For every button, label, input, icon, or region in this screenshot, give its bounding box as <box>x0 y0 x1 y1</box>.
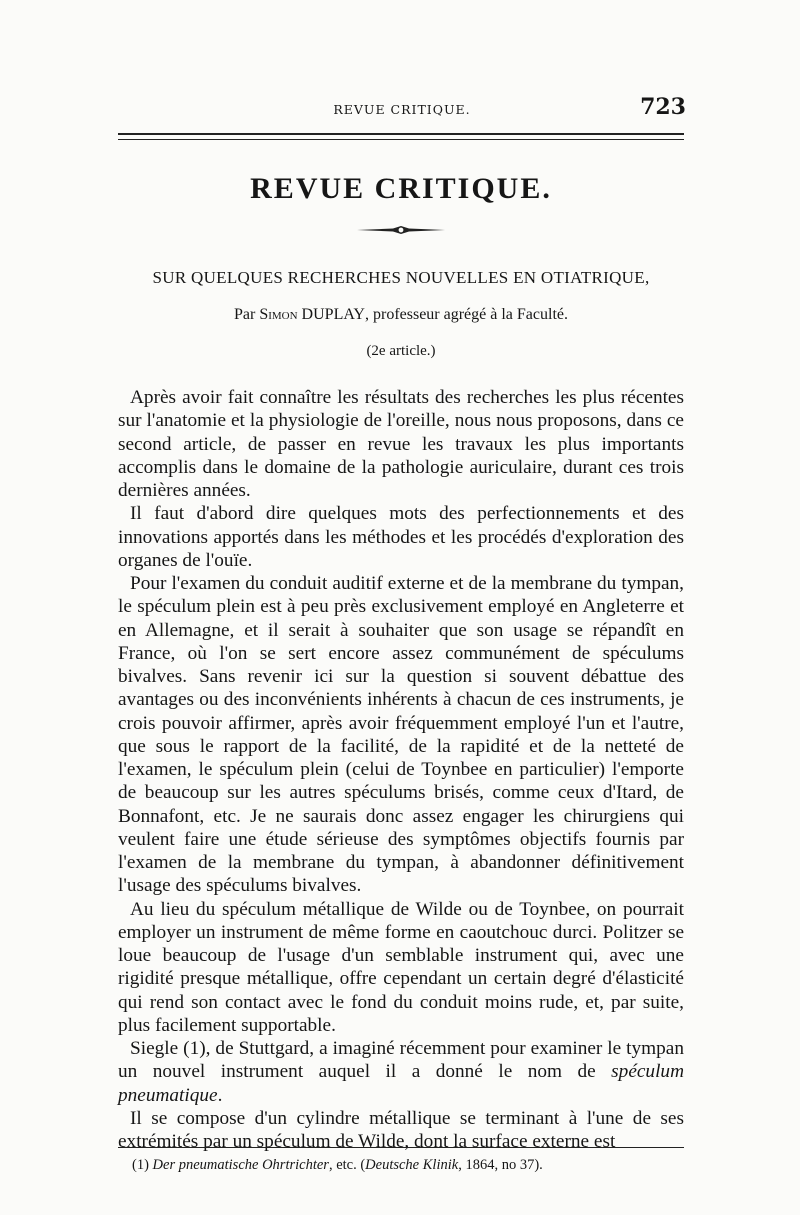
author-name: Simon DUPLAY <box>259 306 365 323</box>
body-text <box>118 386 684 1153</box>
author-affiliation: , professeur agrégé à la Faculté. <box>364 306 568 323</box>
running-head <box>118 94 686 124</box>
article-subtitle: SUR QUELQUES RECHERCHES NOUVELLES EN OTIATRIQUE, <box>152 268 650 287</box>
footnote-work: Der pneumatische Ohrtrichter <box>152 1157 329 1173</box>
running-title: REVUE CRITIQUE. <box>333 102 471 117</box>
footnote <box>132 1157 684 1174</box>
paragraph-4: Au lieu du spéculum métallique de Wilde ou de Toynbee, on pourrait employer un instrument de même forme en caoutchouc durci. Politzer se loue beaucoup de l'usage d'un semblable instrument qui, avec une rigidité presque métallique, offre cependant un certain degré d'élasticité qui rend son contact avec le fond du conduit moins rude, et, par suite, plus facilement supportable. <box>118 898 684 1036</box>
ornament-divider <box>355 222 447 238</box>
byline <box>118 306 684 324</box>
footnote-marker: (1) <box>132 1157 149 1173</box>
paragraph-3: Pour l'examen du conduit auditif externe et de la membrane du tympan, le spéculum plein est à peu près exclusivement employé en Angleterre et en Allemagne, et il serait à souhaiter que son usage se répandît en France, où l'on se sert encore assez communément de spéculums bivalves. Sans revenir ici sur la question si souvent débattue des avantages ou des inconvénients inhérents à chacun de ces instruments, je crois pouvoir affirmer, après avoir fréquemment employé l'un et l'autre, que sous le rapport de la facilité, de la rapidité et de la netteté de l'examen, le spéculum plein (celui de Toynbee en particulier) l'emporte de beaucoup sur les autres spéculums brisés, comme ceux d'Itard, de Bonnafont, etc. Je ne saurais donc assez engager les chirurgiens qui veulent faire une étude sérieuse des symptômes objectifs fournis par l'examen de la membrane du tympan, à abandonner définitivement l'usage des spéculums bivalves. <box>118 573 684 897</box>
italic-term: spéculum pneumatique <box>118 1061 684 1106</box>
article-number: (2e article.) <box>366 343 436 359</box>
paragraph-6: Il se compose d'un cylindre métallique se terminant à l'une de ses extrémités par un spéculum de Wilde, dont la surface externe est <box>118 1107 684 1152</box>
paragraph-5-text: Siegle (1), de Stuttgard, a imaginé récemment pour examiner le tympan un nouvel instrument auquel il a donné le nom de <box>118 1038 684 1083</box>
footnote-details: , 1864, no 37). <box>458 1157 543 1173</box>
footnote-journal: Deutsche Klinik <box>365 1157 459 1173</box>
paragraph-1: Après avoir fait connaître les résultats des recherches les plus récentes sur l'anatomie et la physiologie de l'oreille, nous nous proposons, dans ce second article, de passer en revue les travaux les plus importants accomplis dans le domaine de la pathologie auriculaire, durant ces trois dernières années. <box>118 387 684 501</box>
header-rule-thick <box>118 133 684 135</box>
header-rule-thin <box>118 139 684 140</box>
footnote-after-work: , etc. ( <box>328 1157 366 1173</box>
paragraph-2: Il faut d'abord dire quelques mots des perfectionnements et des innovations apportés dans les méthodes et les procédés d'exploration des organes de l'ouïe. <box>118 503 684 571</box>
byline-prefix: Par <box>234 306 256 323</box>
page-number: 723 <box>640 94 686 120</box>
paragraph-5: Siegle (1), de Stuttgard, a imaginé récemment pour examiner le tympan un nouvel instrument auquel il a donné le nom de spéculum pneumatique. <box>118 1038 684 1106</box>
footnote-rule <box>118 1147 684 1148</box>
article-title: REVUE CRITIQUE. <box>250 172 552 205</box>
